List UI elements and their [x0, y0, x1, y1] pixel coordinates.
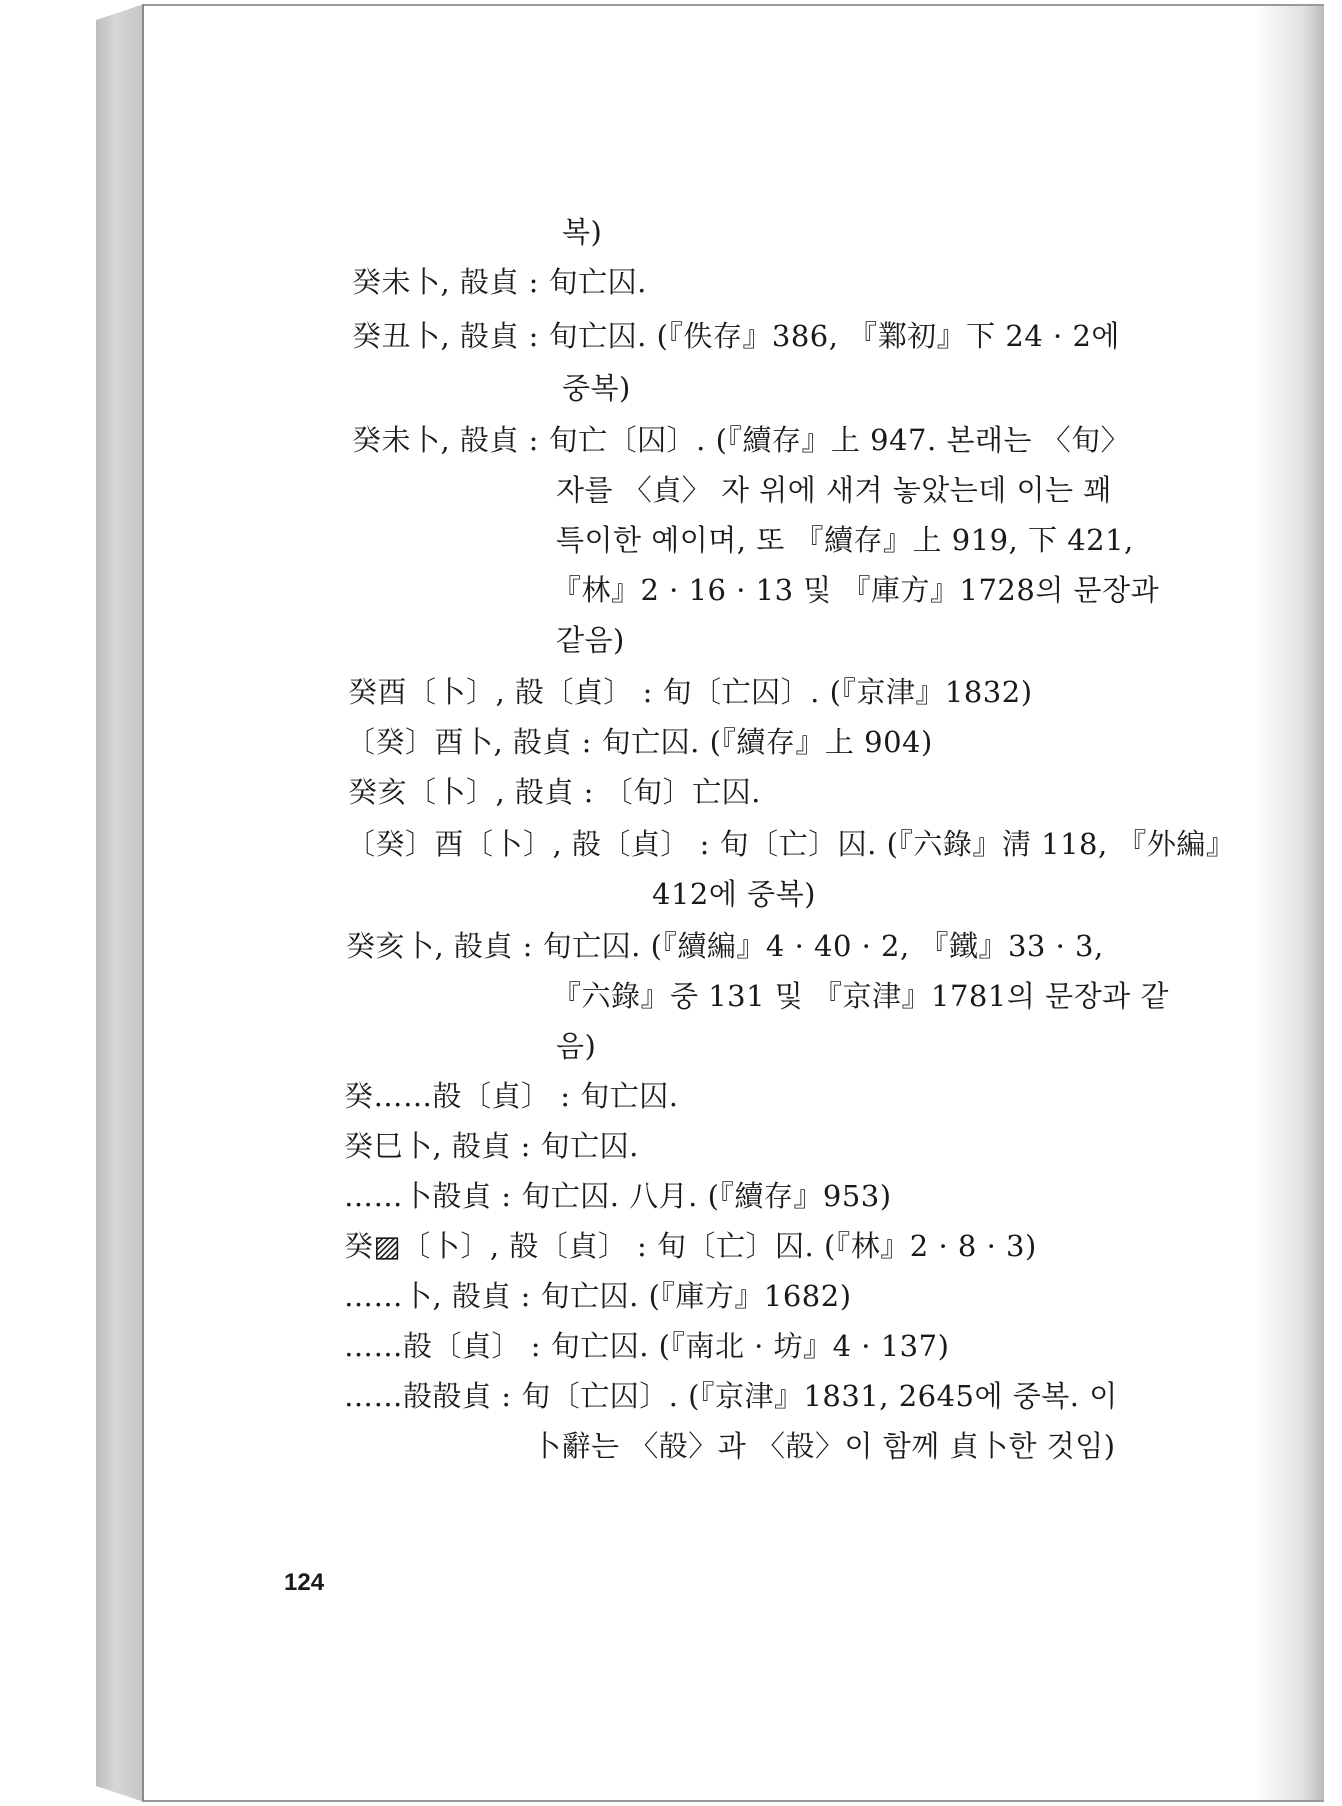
- text-line: 같음): [556, 623, 625, 657]
- book-edge: [96, 4, 144, 1802]
- text-line: 癸未卜, 㱿貞 : 旬亡〔囚〕. (『續存』上 947. 본래는 〈旬〉: [352, 423, 1131, 457]
- text-line: 복): [562, 215, 603, 249]
- text-line: ……卜㱿貞 : 旬亡囚. 八月. (『續存』953): [344, 1179, 892, 1213]
- text-line: 癸亥〔卜〕, 㱿貞 : 〔旬〕亡囚.: [348, 775, 761, 809]
- text-line: 『六錄』중 131 및 『京津』1781의 문장과 같: [552, 979, 1169, 1013]
- text-line: ……卜, 㱿貞 : 旬亡囚. (『庫方』1682): [344, 1279, 852, 1313]
- text-line: 자를 〈貞〉 자 위에 새겨 놓았는데 이는 꽤: [556, 473, 1112, 507]
- text-line: 중복): [562, 371, 631, 405]
- text-line: 癸未卜, 㱿貞 : 旬亡囚.: [352, 265, 647, 299]
- text-line: 412에 중복): [652, 877, 816, 911]
- text-line: 癸亥卜, 㱿貞 : 旬亡囚. (『續編』4 · 40 · 2, 『鐵』33 · 3,: [346, 929, 1104, 963]
- text-line: 〔癸〕酉〔卜〕, 㱿〔貞〕 : 旬〔亡〕囚. (『六錄』淸 118, 『外編』: [346, 827, 1236, 861]
- text-line: 특이한 예이며, 또 『續存』上 919, 下 421,: [556, 523, 1134, 557]
- page-number: 124: [284, 1569, 325, 1596]
- text-line: ……㱿㱿貞 : 旬〔亡囚〕. (『京津』1831, 2645에 중복. 이: [344, 1379, 1118, 1413]
- text-line: 癸……㱿〔貞〕 : 旬亡囚.: [344, 1079, 679, 1113]
- text-line: 『林』2 · 16 · 13 및 『庫方』1728의 문장과: [552, 573, 1160, 607]
- text-line: 癸酉〔卜〕, 㱿〔貞〕 : 旬〔亡囚〕. (『京津』1832): [348, 675, 1033, 709]
- text-line: 癸丑卜, 㱿貞 : 旬亡囚. (『佚存』386, 『鄴初』下 24 · 2에: [352, 319, 1120, 353]
- page-shadow: [1254, 6, 1324, 1800]
- text-line: 음): [556, 1029, 597, 1063]
- text-line: 癸▨〔卜〕, 㱿〔貞〕 : 旬〔亡〕囚. (『林』2 · 8 · 3): [344, 1229, 1037, 1263]
- text-line: 〔癸〕酉卜, 㱿貞 : 旬亡囚. (『續存』上 904): [346, 725, 933, 759]
- text-line: ……㱿〔貞〕 : 旬亡囚. (『南北 · 坊』4 · 137): [344, 1329, 950, 1363]
- text-line: 癸巳卜, 㱿貞 : 旬亡囚.: [344, 1129, 639, 1163]
- text-line: 卜辭는 〈㱿〉과 〈㱿〉이 함께 貞卜한 것임): [532, 1429, 1116, 1463]
